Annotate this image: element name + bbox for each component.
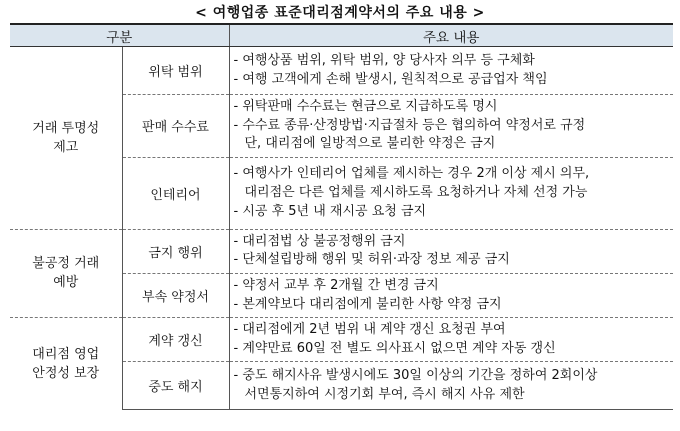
item-label-cell: 인테리어 — [122, 157, 229, 229]
content-line: - 위탁판매 수수료는 현금으로 지급하도록 명시 — [233, 99, 498, 114]
content-line: 서면통지하여 시정기회 부여, 즉시 해지 사유 제한 — [244, 386, 525, 402]
content-line: - 대리점법 상 불공정행위 금지 — [233, 233, 406, 249]
content-line: - 중도 해지사유 발생시에도 30일 이상의 기간을 정하여 2회이상 — [233, 368, 598, 384]
item-content-cell — [229, 47, 673, 95]
content-line: - 약정서 교부 후 2개월 간 변경 금지 — [233, 277, 439, 293]
table-body — [10, 47, 673, 410]
item-label-cell: 중도 해지 — [122, 362, 229, 410]
group-name-line: 불공정 거래 — [32, 256, 100, 272]
item-content-cell — [229, 318, 673, 362]
content-line: - 여행상품 범위, 위탁 범위, 양 당사자 의무 등 구체화 — [233, 52, 535, 68]
group-name-line: 제고 — [53, 139, 79, 155]
header-content: 주요 내용 — [229, 24, 673, 47]
group-name-line: 안정성 보장 — [32, 366, 100, 381]
group-name-cell — [10, 318, 122, 410]
content-line: - 단체설립방해 행위 및 허위·과장 정보 제공 금지 — [233, 252, 510, 268]
item-label-cell: 금지 행위 — [122, 229, 229, 273]
item-content-cell — [229, 95, 673, 158]
group-name-cell — [10, 229, 122, 317]
item-content-cell — [229, 229, 673, 273]
header-category: 구분 — [10, 24, 229, 47]
item-label-cell: 계약 갱신 — [122, 318, 229, 362]
item-label-cell: 부속 약정서 — [122, 273, 229, 317]
table-row — [10, 318, 673, 362]
content-line: - 여행사가 인테리어 업체를 제시하는 경우 2개 이상 제시 의무, — [233, 166, 590, 182]
content-line: 대리점은 다른 업체를 제시하도록 요청하거나 자체 선정 가능 — [244, 184, 588, 200]
group-name-line: 예방 — [53, 275, 79, 291]
contract-summary-table — [10, 23, 673, 410]
item-label-cell: 위탁 범위 — [122, 47, 229, 95]
content-line: - 본계약보다 대리점에게 불리한 사항 약정 금지 — [233, 296, 502, 312]
content-line: 단, 대리점에 일방적으로 불리한 약정은 금지 — [244, 136, 496, 152]
item-content-cell — [229, 157, 673, 229]
item-label-cell: 판매 수수료 — [122, 95, 229, 158]
content-line: - 여행 고객에게 손해 발생시, 원칙적으로 공급업자 책임 — [233, 71, 548, 87]
group-name-line: 거래 투명성 — [32, 120, 100, 136]
group-name-cell — [10, 47, 122, 230]
content-line: - 계약만료 60일 전 별도 의사표시 없으면 계약 자동 갱신 — [233, 340, 556, 356]
content-line: - 대리점에게 2년 범위 내 계약 갱신 요청권 부여 — [233, 322, 506, 338]
content-line: - 수수료 종류·산정방법·지급절차 등은 협의하여 약정서로 규정 — [233, 117, 586, 133]
table-row — [10, 229, 673, 273]
content-line: - 시공 후 5년 내 재시공 요청 금지 — [233, 203, 427, 219]
item-content-cell — [229, 273, 673, 317]
document-title: < 여행업종 표준대리점계약서의 주요 내용 > — [195, 5, 485, 21]
table-row — [10, 47, 673, 95]
table-header-row — [10, 24, 673, 47]
group-name-line: 대리점 영업 — [32, 347, 100, 362]
item-content-cell — [229, 362, 673, 410]
